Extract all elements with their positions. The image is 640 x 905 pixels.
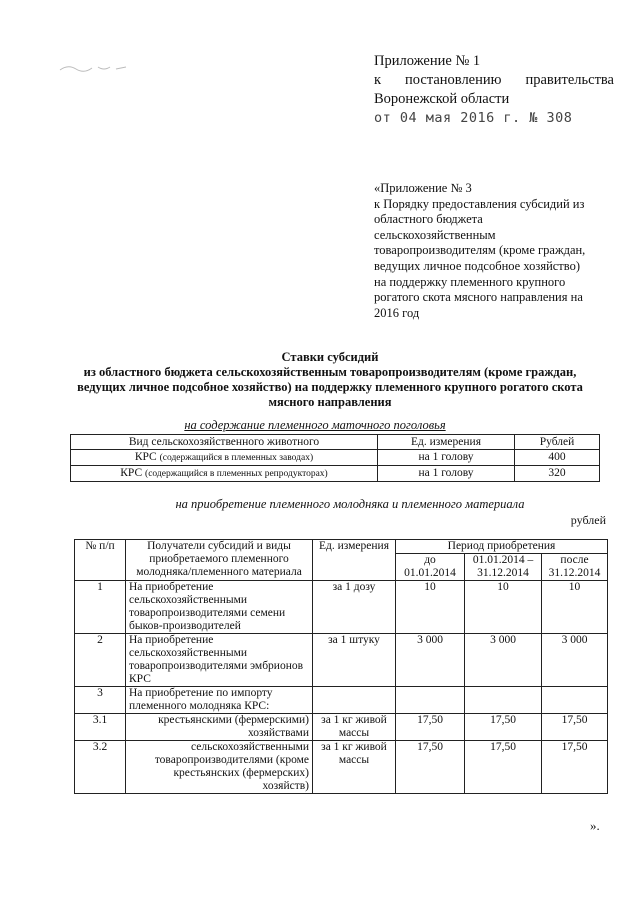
value-cell: 320 [515,466,600,482]
column-header-unit: Ед. измерения [313,540,396,581]
table-row [75,714,608,741]
animal-kind: КРС [134,451,157,463]
row-p2: 17,50 [465,741,542,794]
scan-artifact [58,62,138,74]
row-unit: за 1 кг живой массы [313,741,396,794]
table-header-row [71,435,600,450]
column-header-p2: 01.01.2014 – 31.12.2014 [465,554,542,581]
animal-cell [71,450,378,466]
column-header: Вид сельскохозяйственного животного [71,435,378,450]
date-stamp: от 04 мая 2016 г. № 308 [374,110,573,126]
row-text: На приобретение по импорту племенного молодняка КРС: [126,687,313,714]
animal-note: (содержащийся в племенных репродукторах) [145,469,328,479]
table-row [71,466,600,482]
row-p2: 3 000 [465,634,542,687]
appendix-1-line2: к постановлению правительства [374,72,614,88]
row-p3: 10 [542,581,608,634]
row-text: На приобретение сельскохозяйственными товаропроизводителями семени быков-производителей [126,581,313,634]
column-header-period: Период приобретения [396,540,608,554]
appendix-3-block [374,181,606,321]
appendix-3-line: рогатого скота мясного направления на [374,290,583,305]
table-header-row [75,540,608,554]
appendix-1-block [374,52,614,128]
column-header-p1: до 01.01.2014 [396,554,465,581]
table-row [75,741,608,794]
heading-line: мясного направления [268,395,392,409]
table2-caption: на приобретение племенного молодняка и племенного материала [175,497,525,511]
row-unit: за 1 кг живой массы [313,714,396,741]
row-number: 3.2 [75,741,126,794]
column-header-recipients: Получатели субсидий и виды приобретаемого племенного молодняка/племенного материала [126,540,313,581]
purchase-rates-table [74,539,608,794]
currency-label: рублей [570,513,606,527]
row-p3: 17,50 [542,714,608,741]
table1-caption: на содержание племенного маточного поголовья [184,418,446,432]
appendix-3-line: 2016 год [374,305,420,320]
row-p1: 10 [396,581,465,634]
row-p2: 17,50 [465,714,542,741]
heading-line: ведущих личное подсобное хозяйство) на поддержку племенного крупного рогатого скота [77,380,583,394]
row-p1: 3 000 [396,634,465,687]
value-cell: 400 [515,450,600,466]
row-p3 [542,687,608,714]
table-row [75,581,608,634]
row-number: 1 [75,581,126,634]
animal-kind: КРС [120,467,143,479]
row-number: 3.1 [75,714,126,741]
appendix-3-line: сельскохозяйственным [374,227,496,242]
row-number: 3 [75,687,126,714]
column-header: Ед. измерения [378,435,515,450]
maintenance-rates-table [70,434,600,482]
appendix-3-line: к Порядку предоставления субсидий из [374,196,585,211]
row-p1 [396,687,465,714]
column-header-num: № п/п [75,540,126,581]
table-row [75,634,608,687]
table-row [71,450,600,466]
row-p3: 17,50 [542,741,608,794]
heading-line: из областного бюджета сельскохозяйственным товаропроизводителям (кроме граждан, [83,365,577,379]
row-p3: 3 000 [542,634,608,687]
appendix-3-line: товаропроизводителям (кроме граждан, [374,243,586,258]
appendix-3-line: «Приложение № 3 [374,181,472,195]
unit-cell: на 1 голову [378,466,515,482]
animal-cell [71,466,378,482]
row-text: сельскохозяйственными товаропроизводителями (кроме крестьянских (фермерских) хозяйств) [126,741,313,794]
row-text: крестьянскими (фермерскими) хозяйствами [126,714,313,741]
row-p1: 17,50 [396,741,465,794]
appendix-3-line: ведущих личное подсобное хозяйство) [374,258,580,273]
appendix-3-line: областного бюджета [374,212,483,227]
unit-cell: на 1 голову [378,450,515,466]
appendix-3-line: на поддержку племенного крупного [374,274,566,289]
appendix-1-title: Приложение № 1 [374,53,481,69]
row-p2: 10 [465,581,542,634]
row-number: 2 [75,634,126,687]
table-row [75,687,608,714]
column-header-p3: после 31.12.2014 [542,554,608,581]
document-heading [20,350,640,410]
row-text: На приобретение сельскохозяйственными товаропроизводителями эмбрионов КРС [126,634,313,687]
column-header: Рублей [515,435,600,450]
row-p1: 17,50 [396,714,465,741]
animal-note: (содержащийся в племенных заводах) [159,453,314,463]
appendix-1-line3: Воронежской области [374,91,510,107]
heading-line: Ставки субсидий [281,350,379,364]
row-unit [313,687,396,714]
row-unit: за 1 дозу [313,581,396,634]
row-unit: за 1 штуку [313,634,396,687]
row-p2 [465,687,542,714]
closing-quote: ». [590,818,600,833]
